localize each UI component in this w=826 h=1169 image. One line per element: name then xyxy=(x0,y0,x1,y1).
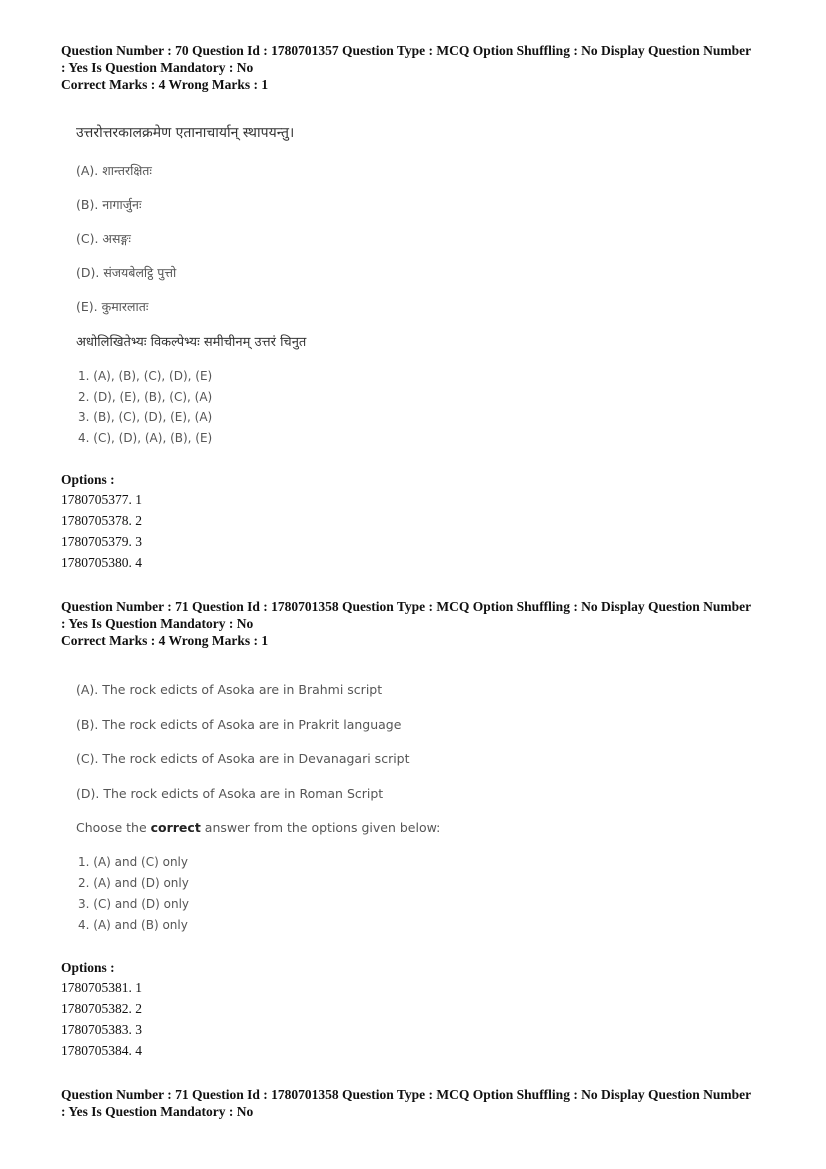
q70-options-title: Options : xyxy=(61,472,115,487)
q70-statement-c: (C). असङ्गः xyxy=(76,231,131,246)
q71-option-1: 1780705381. 1 xyxy=(61,980,142,995)
q70-instruction: अधोलिखितेभ्यः विकल्पेभ्यः समीचीनम् उत्तरं चिनुत xyxy=(76,335,307,350)
q70-statement-b: (B). नागार्जुनः xyxy=(76,197,142,212)
q71-statement-d: (D). The rock edicts of Asoka are in Roman Script xyxy=(76,786,384,801)
q71-statement-a: (A). The rock edicts of Asoka are in Brahmi script xyxy=(76,682,383,697)
q71-option-2: 1780705382. 2 xyxy=(61,1001,142,1016)
q70-option-1: 1780705377. 1 xyxy=(61,492,142,507)
q71-marks: Correct Marks : 4 Wrong Marks : 1 xyxy=(61,633,269,648)
q71-instruction-pre: Choose the xyxy=(76,820,151,835)
q71b-header-line1: Question Number : 71 Question Id : 1780701358 Question Type : MCQ Option Shuffling : No Display Question Number xyxy=(61,1087,752,1102)
q71-instruction-bold: correct xyxy=(150,820,201,835)
q71-instruction xyxy=(76,820,440,835)
q71-choice-1: 1. (A) and (C) only xyxy=(78,855,188,869)
q71-header-line1: Question Number : 71 Question Id : 1780701358 Question Type : MCQ Option Shuffling : No Display Question Number xyxy=(61,599,752,614)
q70-question-text: उत्तरोत्तरकालक्रमेण एतानाचार्यान् स्थापयन्तु। xyxy=(76,125,295,141)
q70-choice-4: 4. (C), (D), (A), (B), (E) xyxy=(78,431,213,445)
q70-statement-d: (D). संजयबेलट्ठि पुत्तो xyxy=(76,265,177,280)
q70-header xyxy=(61,42,771,93)
q71-choice-2: 2. (A) and (D) only xyxy=(78,876,189,890)
q71b-header-line2: : Yes Is Question Mandatory : No xyxy=(61,1104,254,1119)
q70-choice-3: 3. (B), (C), (D), (E), (A) xyxy=(78,410,213,424)
q70-header-line2: : Yes Is Question Mandatory : No xyxy=(61,60,254,75)
q71-statement-c: (C). The rock edicts of Asoka are in Devanagari script xyxy=(76,751,410,766)
q70-choice-1: 1. (A), (B), (C), (D), (E) xyxy=(78,369,213,383)
q71-choice-4: 4. (A) and (B) only xyxy=(78,918,188,932)
q71-options-title: Options : xyxy=(61,960,115,975)
q71-header-line2: : Yes Is Question Mandatory : No xyxy=(61,616,254,631)
q70-option-4: 1780705380. 4 xyxy=(61,555,142,570)
q70-choice-2: 2. (D), (E), (B), (C), (A) xyxy=(78,390,213,404)
q71-instruction-post: answer from the options given below: xyxy=(200,820,441,835)
q70-statement-e: (E). कुमारलातः xyxy=(76,299,149,314)
q71-header xyxy=(61,598,771,649)
q70-header-line1: Question Number : 70 Question Id : 1780701357 Question Type : MCQ Option Shuffling : No Display Question Number xyxy=(61,43,752,58)
q71-choice-3: 3. (C) and (D) only xyxy=(78,897,190,911)
q71b-header xyxy=(61,1086,771,1120)
q70-option-3: 1780705379. 3 xyxy=(61,534,142,549)
q70-statement-a: (A). शान्तरक्षितः xyxy=(76,163,152,178)
q70-marks: Correct Marks : 4 Wrong Marks : 1 xyxy=(61,77,269,92)
q71-option-4: 1780705384. 4 xyxy=(61,1043,142,1058)
q71-option-3: 1780705383. 3 xyxy=(61,1022,142,1037)
q70-option-2: 1780705378. 2 xyxy=(61,513,142,528)
q71-statement-b: (B). The rock edicts of Asoka are in Prakrit language xyxy=(76,717,402,732)
